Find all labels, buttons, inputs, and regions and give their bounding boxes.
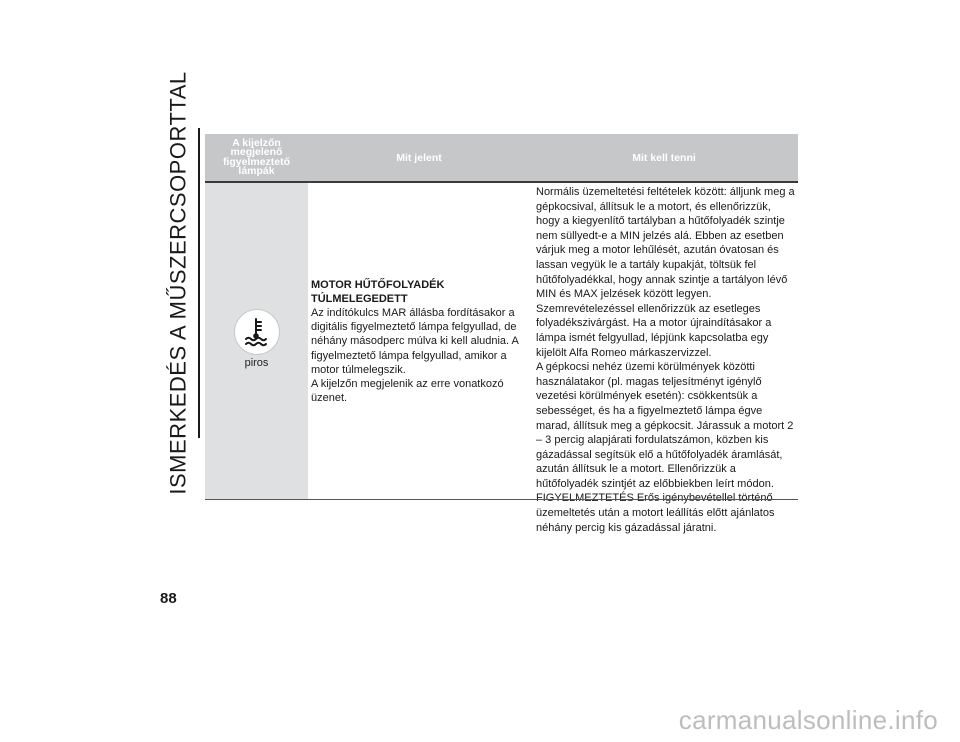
header-lamps: A kijelzőn megjelenő figyelmeztető lámpák bbox=[222, 136, 291, 177]
section-title-text: ISMERKEDÉS A MŰSZERCSOPORTTAL bbox=[166, 71, 191, 495]
header-meaning: Mit jelent bbox=[396, 151, 442, 164]
section-title bbox=[164, 71, 194, 495]
header-action: Mit kell tenni bbox=[632, 151, 696, 164]
section-title-rule bbox=[198, 128, 200, 438]
action-paragraph: Normális üzemeltetési feltételek között: álljunk meg a gépkocsival, állítsuk le a motort, és ellenőrizzük, hogy a kiegyenlítő tartályban a hűtőfolyadék szintje nem süllyedt-e a MIN jelzés alá. Ebben az esetben várjuk meg a motor lehűlését, azután óvatosan és lassan vegyük le a tartály kupakját, töltsük fel hűtőfolyadékkal, hogy annak szintje a tartályon lévő MIN és MAX jelzések között legyen. Szemrevételezéssel ellenőrizzük az esetleges folyadékszivárgást. Ha a motor újraindításakor a lámpa ismét felgyullad, lépjünk kapcsolatba egy kijelölt Alfa Romeo márkaszervizzel. bbox=[536, 186, 795, 359]
lamp-cell bbox=[205, 183, 308, 500]
table-header bbox=[205, 134, 798, 181]
meaning-cell bbox=[308, 183, 530, 500]
coolant-temperature-icon bbox=[234, 309, 280, 355]
meaning-title: MOTOR HŰTŐFOLYADÉK TÚLMELEGEDETT bbox=[311, 278, 445, 305]
warning-lamp-table bbox=[205, 134, 798, 534]
lamp-color-label: piros bbox=[244, 357, 269, 369]
action-cell bbox=[530, 183, 798, 534]
meaning-paragraph: Az indítókulcs MAR állásba fordításakor a digitális figyelmeztető lámpa felgyullad, de néhány másodperc múlva ki kell aludnia. A figyelmeztető lámpa felgyullad, amikor a motor túlmelegszik. bbox=[311, 306, 519, 376]
meaning-paragraph: A kijelzőn megjelenik az erre vonatkozó üzenet. bbox=[311, 378, 504, 405]
page-number: 88 bbox=[160, 590, 177, 607]
action-paragraph: üzemeltetés után a motort leállítás előtt ajánlatos néhány percig kis gázadással járatni. bbox=[536, 507, 775, 534]
table-bottom-rule bbox=[205, 499, 798, 500]
action-paragraph: A gépkocsi nehéz üzemi körülmények közötti használatakor (pl. magas teljesítményt igénylő vezetési körülmények esetén): csökkentsük a sebességet, és ha a figyelmeztető lámpa égve marad, állítsuk meg a gépkocsit. Járassuk a motort 2 – 3 percig alapjárati fordulatszámon, közben kis gázadással segítsük elő a hűtőfolyadék áramlását, azután állítsuk le a motort. Ellenőrizzük a hűtőfolyadék szintjét az előbbiekben leírt módon. bbox=[536, 361, 794, 490]
watermark: carmanualsonline.info bbox=[678, 705, 938, 735]
